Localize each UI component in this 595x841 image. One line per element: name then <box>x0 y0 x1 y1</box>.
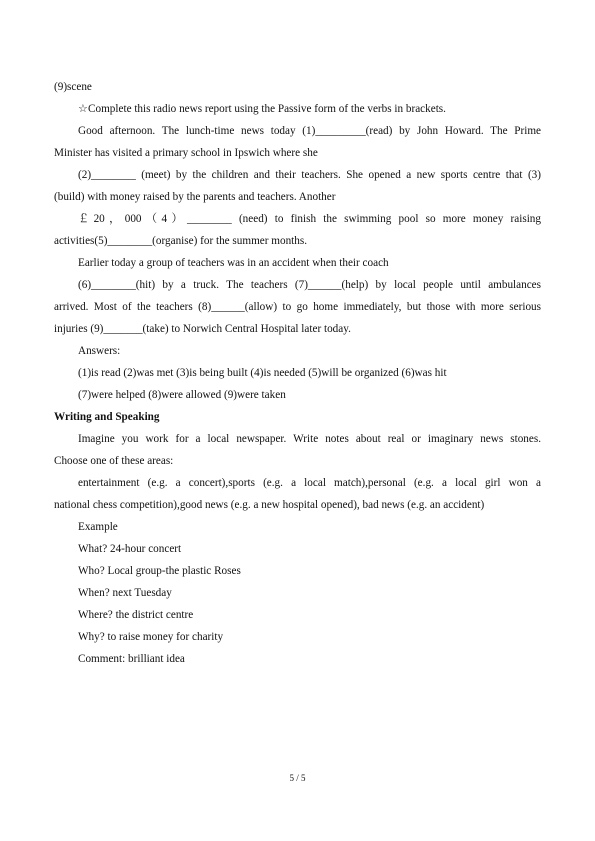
example-item: Comment: brilliant idea <box>78 653 185 665</box>
writing-prompt-line: Imagine you work for a local newspaper. Write notes about real or imaginary news stones. <box>78 433 541 445</box>
exercise-text-line: Minister has visited a primary school in Ipswich where she <box>54 147 318 159</box>
exercise-text-line: activities(5)________(organise) for the summer months. <box>54 235 308 247</box>
answers-label: Answers: <box>78 345 121 357</box>
exercise-text-line: Good afternoon. The lunch-time news today (1)_________(read) by John Howard. The Prime <box>78 125 541 137</box>
page-number: 5 / 5 <box>289 773 306 783</box>
writing-prompt-line: entertainment (e.g. a concert),sports (e.g. a local match),personal (e.g. a local girl won a <box>78 477 541 489</box>
example-item: Where? the district centre <box>78 609 194 621</box>
answers-line: (7)were helped (8)were allowed (9)were taken <box>78 389 286 401</box>
writing-prompt-line: Choose one of these areas: <box>54 455 174 467</box>
exercise-text-line: (6)________(hit) by a truck. The teachers (7)______(help) by local people until ambulances <box>78 279 541 291</box>
exercise-text-line: injuries (9)_______(take) to Norwich Central Hospital later today. <box>54 323 351 335</box>
example-item: What? 24-hour concert <box>78 543 182 555</box>
answer-line-scene: (9)scene <box>54 81 92 93</box>
exercise-text-line: (build) with money raised by the parents and teachers. Another <box>54 191 336 203</box>
section-heading: Writing and Speaking <box>54 411 160 423</box>
answers-line: (1)is read (2)was met (3)is being built (4)is needed (5)will be organized (6)was hit <box>78 367 447 379</box>
exercise-text-line: ￡20，000（4）________ (need) to finish the swimming pool so more money raising <box>78 213 541 225</box>
writing-prompt-line: national chess competition),good news (e.g. a new hospital opened), bad news (e.g. an accident) <box>54 499 485 511</box>
example-item: Who? Local group-the plastic Roses <box>78 565 241 577</box>
example-item: Why? to raise money for charity <box>78 631 224 643</box>
exercise-text-line: arrived. Most of the teachers (8)______(allow) to go home immediately, but those with more serious <box>54 301 541 313</box>
example-label: Example <box>78 521 118 533</box>
exercise-text-line: (2)________ (meet) by the children and their teachers. She opened a new sports centre that (3) <box>78 169 541 181</box>
exercise-text-line: Earlier today a group of teachers was in an accident when their coach <box>78 257 389 269</box>
exercise-instruction: ☆Complete this radio news report using the Passive form of the verbs in brackets. <box>78 103 446 115</box>
example-item: When? next Tuesday <box>78 587 172 599</box>
